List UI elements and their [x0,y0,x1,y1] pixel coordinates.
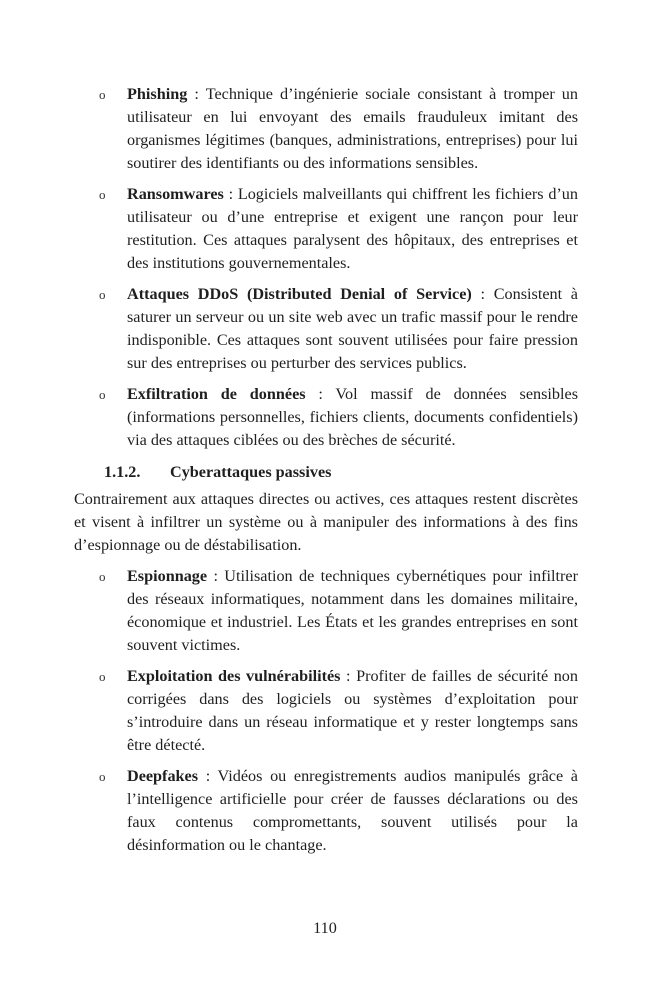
hollow-bullet-icon: o [99,569,106,584]
item-description: : Profiter de failles de sécurité non corrigées dans des logiciels ou systèmes d’exploitation pour s’introduire dans un réseau informatique et y rester longtemps sans être détecté. [127,667,578,754]
list-item-ransomwares [74,183,578,275]
list-item-vulnerabilites [74,665,578,757]
item-description: : Logiciels malveillants qui chiffrent les fichiers d’un utilisateur ou d’une entreprise et exigent une rançon pour leur restitution. Ces attaques paralysent des hôpitaux, des entreprises et des institutions gouvernementales. [127,185,578,272]
attack-list-passive [74,565,578,857]
list-item-exfiltration [74,383,578,452]
page-number: 110 [313,919,337,937]
section-heading [104,460,578,484]
hollow-bullet-icon: o [99,387,106,402]
hollow-bullet-icon: o [99,187,106,202]
attack-list-active [74,83,578,452]
list-item-phishing [74,83,578,175]
item-description: : Consistent à saturer un serveur ou un site web avec un trafic massif pour le rendre indisponible. Ces attaques sont souvent utilisées pour faire pression sur des entreprises ou perturber des services publics. [127,285,578,372]
item-term: Ransomwares [127,185,224,203]
intro-paragraph: Contrairement aux attaques directes ou actives, ces attaques restent discrètes et visent à infiltrer un système ou à manipuler des informations à des fins d’espionnage ou de déstabilisation. [74,490,578,554]
page-content [74,83,578,865]
list-item-espionnage [74,565,578,657]
item-term: Espionnage [127,567,208,585]
item-term: Deepfakes [127,767,199,785]
item-description: : Technique d’ingénierie sociale consistant à tromper un utilisateur en lui envoyant des emails frauduleux imitant des organismes légitimes (banques, administrations, entreprises) pour lui soutirer des identifiants ou des informations sensibles. [127,85,578,172]
hollow-bullet-icon: o [99,287,106,302]
section-number: 1.1.2. [104,463,141,481]
item-description: : Vidéos ou enregistrements audios manipulés grâce à l’intelligence artificielle pour créer de fausses déclarations ou des faux contenus compromettants, souvent utilisés pour la désinformation ou le chantage. [127,767,578,854]
item-description: : Vol massif de données sensibles (informations personnelles, fichiers clients, documents confidentiels) via des attaques ciblées ou des brèches de sécurité. [127,385,579,449]
hollow-bullet-icon: o [99,769,106,784]
item-term: Exfiltration de données [127,385,306,403]
list-item-deepfakes [74,765,578,857]
hollow-bullet-icon: o [99,87,106,102]
hollow-bullet-icon: o [99,669,106,684]
item-term: Attaques DDoS (Distributed Denial of Service) [127,285,472,303]
item-term: Phishing [127,85,188,103]
section-title: Cyberattaques passives [170,463,332,481]
item-term: Exploitation des vulnérabilités [127,667,341,685]
list-item-ddos [74,283,578,375]
item-description: : Utilisation de techniques cybernétiques pour infiltrer des réseaux informatiques, notamment dans les domaines militaire, économique et industriel. Les États et les grandes entreprises en sont souvent victimes. [127,567,578,654]
